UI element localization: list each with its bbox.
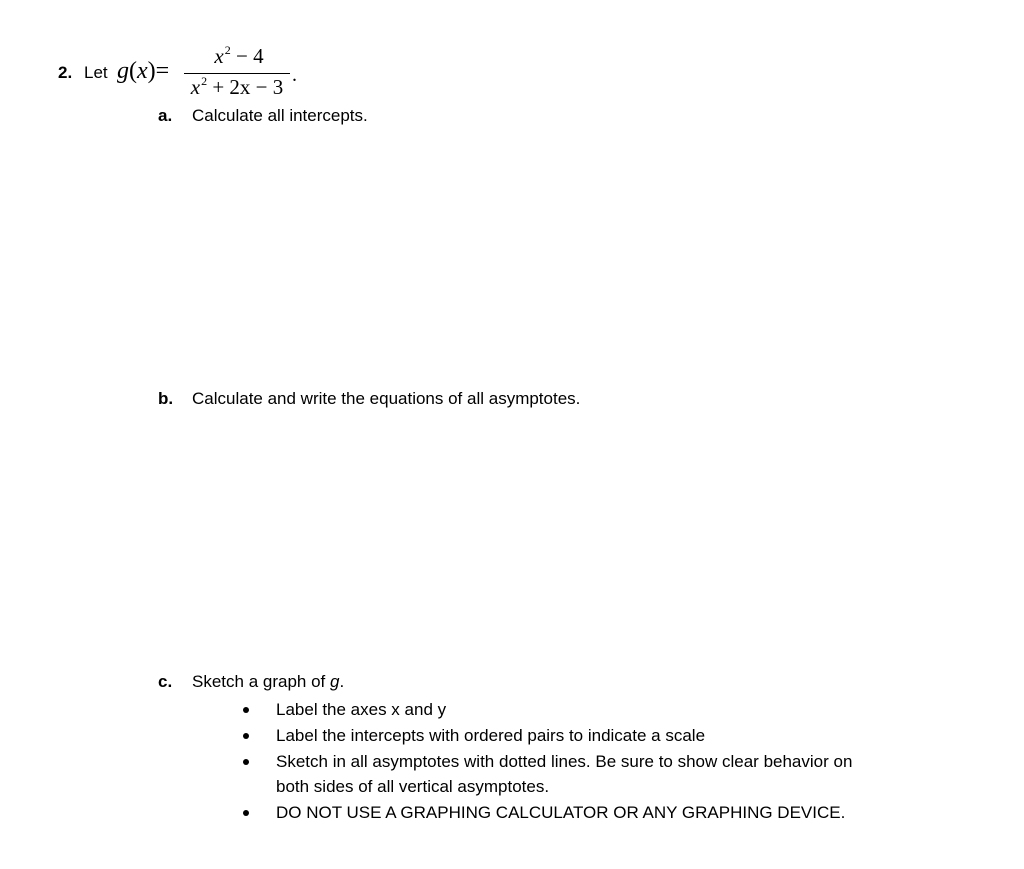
part-c-letter: c.: [158, 672, 173, 691]
denominator-rest: + 2x − 3: [207, 75, 284, 99]
bullet-asymptotes-line2: both sides of all vertical asymptotes.: [276, 777, 550, 796]
numerator-exponent: 2: [224, 43, 231, 57]
function-end-punctuation: .: [292, 64, 297, 86]
bullet-no-calculator: DO NOT USE A GRAPHING CALCULATOR OR ANY GRAPHING DEVICE.: [276, 803, 846, 822]
denominator-base: x: [190, 75, 201, 99]
part-a-text: Calculate all intercepts.: [192, 106, 368, 125]
function-variable: x: [137, 58, 148, 84]
problem-statement: [58, 44, 358, 104]
numerator-base: x: [214, 44, 224, 68]
part-c-text-after: .: [339, 672, 345, 691]
part-b-letter: b.: [158, 389, 174, 408]
bullet-dot: [243, 759, 249, 765]
part-b-text: Calculate and write the equations of all asymptotes.: [192, 389, 581, 408]
part-c-text: [192, 672, 344, 692]
bullet-dot: [243, 733, 249, 739]
denominator-exponent: 2: [201, 74, 208, 88]
bullet-asymptotes-line1: Sketch in all asymptotes with dotted lines. Be sure to show clear behavior on: [276, 752, 853, 771]
function-name: g: [117, 58, 129, 84]
fraction-denominator: [184, 75, 290, 100]
numerator-rest: − 4: [230, 44, 264, 68]
function-lhs: g(x)=: [117, 58, 170, 84]
bullet-label-intercepts: Label the intercepts with ordered pairs to indicate a scale: [276, 726, 706, 745]
let-word: Let: [84, 63, 108, 82]
bullet-label-axes: Label the axes x and y: [276, 700, 447, 719]
problem-number: 2.: [58, 63, 73, 82]
fraction-numerator: [208, 44, 270, 69]
part-c-text-before: Sketch a graph of: [192, 672, 330, 691]
bullet-dot: [243, 707, 249, 713]
part-c-text-italic: g: [329, 672, 340, 691]
part-a-letter: a.: [158, 106, 173, 125]
bullet-dot: [243, 810, 249, 816]
